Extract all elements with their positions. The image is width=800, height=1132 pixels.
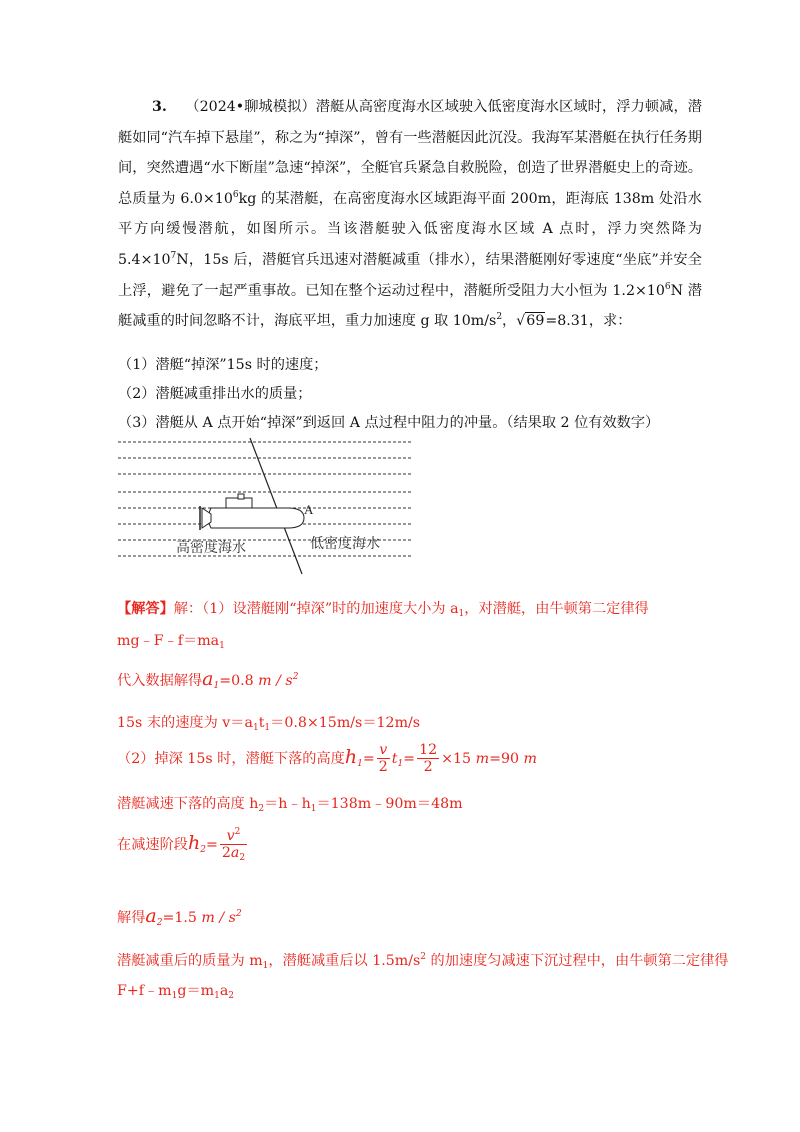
fraction: $\frac{v^2}{2a_2}$ [221, 827, 246, 863]
point-a-label: A [304, 502, 314, 517]
exponent: 6 [232, 189, 239, 200]
problem-text-a: 潜艇从高密度海水区域驶入低密度海水区域时，浮力顿减，潜艇如同“汽车掉下悬崖”，称之为“掉深”，曾有一些潜艇因此沉没。我海军某潜艇在执行任务期间，突然遭遇“水下断崖”急速“掉深”，全艇官兵紧急自救脱险，创造了世界潜艇史上的奇迹。总质量为 6.0×10 [118, 99, 702, 207]
low-density-label: 低密度海水 [310, 536, 380, 552]
sqrt-symbol: √ [516, 313, 526, 330]
figure-svg [116, 436, 416, 576]
question-number: 3. [152, 99, 167, 115]
solution-line-2: $mg﹣F﹣f=ma_1$ [117, 633, 225, 651]
problem-text-e: ， [502, 313, 517, 330]
sub-question-3: （3）潜艇从 A 点开始“掉深”到返回 A 点过程中阻力的冲量。（结果取 2 位有效数字） [118, 415, 660, 431]
solution-line-7: 在减速阶段$h_2=$ $\frac{v^2}{2a_2}$ [117, 827, 246, 863]
solution-line-10: $F+f﹣m_1g=m_1a_2$ [117, 983, 235, 1001]
solution-line-3: 代入数据解得$a_1=0.8$ m / $s^2$ [117, 668, 299, 691]
high-density-label: 高密度海水 [176, 540, 246, 556]
solution-line-4: 15s 末的速度为 $v=a_1t_1=0.8\times 15m/s=12m/s$ [117, 715, 421, 733]
fraction: $\frac{v}{2}$ [378, 742, 388, 775]
sub-question-1: （1）潜艇“掉深”15s 时的速度； [118, 357, 328, 373]
problem-paragraph [118, 92, 702, 337]
problem-text-b: kg 的某潜艇，在高密度海水区域距海平面 200m，距海底 138m 处沿水平方向缓慢潜航，如图所示。当该潜艇驶入低密度海水区域 A 点时，浮力突然降为 5.4×10 [118, 190, 702, 268]
fraction: $\frac{12}{2}$ [419, 742, 438, 775]
submarine-figure [116, 436, 416, 576]
solution-line-5: （2）掉深 15s 时，潜艇下落的高度$h_1=$ $\frac{v}{2}$ $t_1=$ $\frac{12}{2}$ ×15 m=90 m [117, 742, 537, 775]
solution-line-1: 【解答】解：（1）设潜艇刚“掉深”时的加速度大小为 $a_1$，对潜艇，由牛顿第二定律得 [117, 601, 649, 619]
solution-line-9: 潜艇减重后的质量为 $m_1$，潜艇减重后以 $1.5m/s^2$ 的加速度匀减速下沉过程中，由牛顿第二定律得 [117, 952, 729, 971]
problem-statement [118, 92, 702, 337]
question-source: （2024•聊城模拟） [185, 99, 316, 115]
sqrt-radicand: 69 [526, 313, 545, 330]
sub-question-2: （2）潜艇减重排出水的质量； [118, 386, 312, 402]
solution-line-6: 潜艇减速下落的高度 $h_2=h﹣h_1=138m﹣90m=48m$ [117, 796, 463, 814]
submarine-icon [200, 494, 304, 530]
problem-text-c: N，15s 后，潜艇官兵迅速对潜艇减重（排水），结果潜艇刚好零速度“坐底”并安全上浮，避免了一起严重事故。已知在整个运动过程中，潜艇所受阻力大小恒为 1.2×10 [118, 251, 702, 299]
solution-tag: 【解答】 [117, 601, 174, 617]
problem-text-f: =8.31，求： [545, 313, 632, 330]
problem-text-d: N 潜艇减重的时间忽略不计，海底平坦，重力加速度 g 取 10m/s [118, 282, 702, 330]
exponent: 2 [496, 312, 503, 323]
exponent: 6 [664, 281, 671, 292]
solution-line-8: 解得$a_2=1.5$ m / $s^2$ [117, 905, 242, 928]
exponent: 7 [170, 250, 177, 261]
